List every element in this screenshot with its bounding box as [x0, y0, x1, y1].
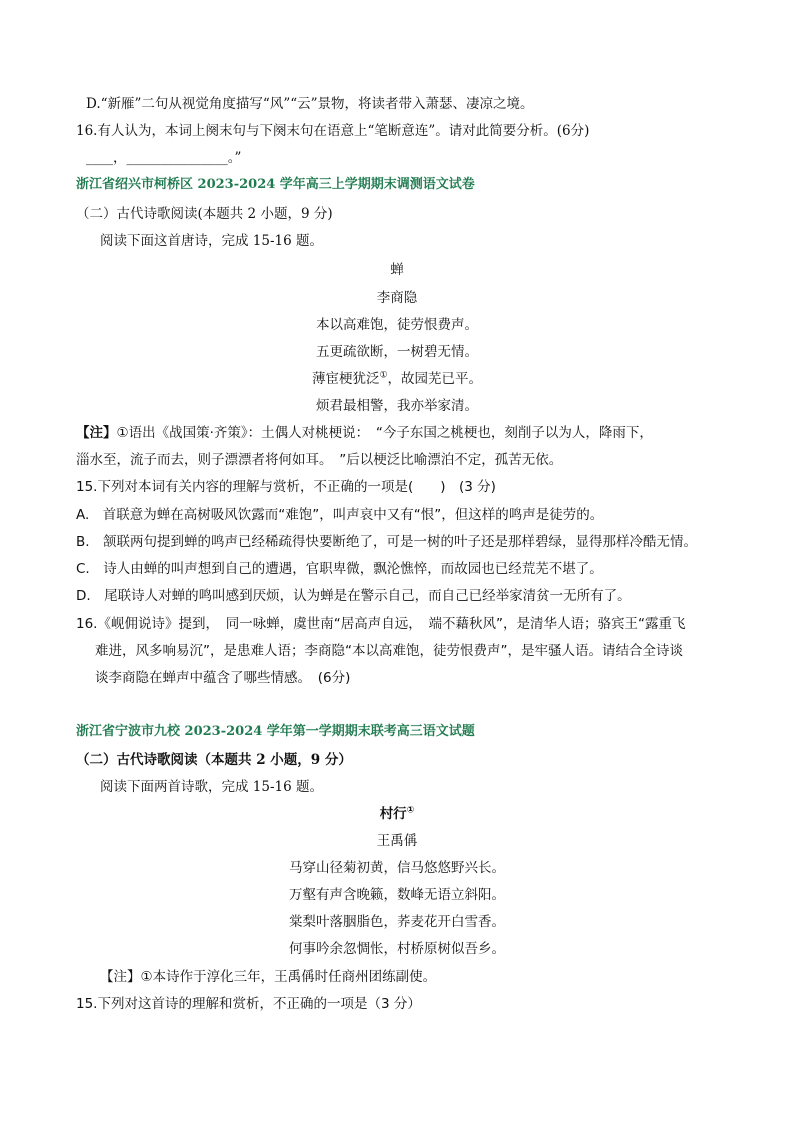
poem1-line-1: 本以高难饱，徒劳恨费声。 — [316, 317, 478, 333]
poem2-line-1: 马穿山径菊初黄，信马悠悠野兴长。 — [289, 860, 505, 876]
poem1-line-3-head: 薄宦梗犹泛 — [311, 371, 380, 387]
poem1-line-3-tail: ，故园芜已平。 — [387, 371, 483, 387]
section1-heading: （二）古代诗歌阅读(本题共 2 小题，9 分) — [76, 206, 333, 222]
section2-instruction: 阅读下面两首诗歌，完成 15-16 题。 — [100, 779, 324, 795]
option-c: C. 诗人由蝉的叫声想到自己的遭遇，官职卑微，飘沦憔悴，而故园也已经荒芜不堪了。 — [76, 561, 603, 577]
note-marker: ① — [379, 370, 388, 381]
answer-blank: ____，_______________。” — [86, 150, 242, 166]
option-d: D.“新雁”二句从视觉角度描写“风”“云”景物，将读者带入萧瑟、凄凉之境。 — [86, 96, 534, 112]
poem2-note-marker: ① — [406, 805, 415, 816]
note-text: ①语出《战国策·齐策》：土偶人对桃梗说： “今子东国之桃梗也，刻削子以为人，降雨下， — [116, 425, 653, 441]
poem2-line-2: 万壑有声含晚籁，数峰无语立斜阳。 — [289, 887, 505, 903]
section1-source: 浙江省绍兴市柯桥区 2023-2024 学年高三上学期期末调测语文试卷 — [76, 177, 475, 192]
section1-q16-line3: 谈李商隐在蝉声中蕴含了哪些情感。 (6分) — [95, 670, 351, 686]
note1-line1 — [76, 423, 653, 443]
question-16-top: 16.有人认为，本词上阕末句与下阕末句在语意上“笔断意连”。请对此简要分析。(6分) — [76, 123, 590, 139]
section2-q15: 15.下列对这首诗的理解和赏析，不正确的一项是（3 分） — [76, 996, 421, 1012]
section2-note: 【注】①本诗作于淳化三年，王禹偁时任商州团练副使。 — [100, 969, 437, 985]
section1-q15: 15.下列对本词有关内容的理解与赏析，不正确的一项是( ) (3 分) — [76, 479, 496, 495]
note-label: 【注】 — [76, 425, 117, 441]
poem1-line-4: 烦君最相警，我亦举家清。 — [316, 398, 478, 414]
poem2-line-4: 何事吟余忽惆怅，村桥原树似吾乡。 — [289, 941, 505, 957]
section1-q16-line2: 难进，风多响易沉”，是患难人语；李商隐“本以高难饱，徒劳恨费声”，是牢骚人语。请结合全诗谈 — [95, 643, 683, 659]
option-b: B. 颔联两句提到蝉的鸣声已经稀疏得快要断绝了，可是一树的叶子还是那样碧绿，显得那样冷酷无情。 — [76, 534, 698, 550]
poem1-title: 蝉 — [390, 262, 404, 278]
poem2-title — [0, 804, 794, 824]
poem1-line-3 — [0, 369, 794, 389]
section1-q16-line1: 16.《岘佣说诗》提到， 同一咏蝉，虞世南“居高声自远， 端不藉秋风”，是清华人语；骆宾王“露重飞 — [76, 616, 686, 632]
poem1-line-2: 五更疏欲断，一树碧无情。 — [316, 344, 478, 360]
poem2-title-text: 村行 — [379, 806, 407, 822]
poem2-line-3: 棠梨叶落胭脂色，荞麦花开白雪香。 — [289, 914, 505, 930]
poem2-author: 王禹偁 — [376, 833, 418, 849]
section2-heading: （二）古代诗歌阅读（本题共 2 小题，9 分） — [76, 752, 352, 768]
note1-line2: 淄水至，流子而去，则子漂漂者将何如耳。 ”后以梗泛比喻漂泊不定，孤苦无依。 — [76, 452, 563, 468]
poem1-author: 李商隐 — [376, 290, 418, 306]
section1-instruction: 阅读下面这首唐诗，完成 15-16 题。 — [100, 233, 324, 249]
section2-source: 浙江省宁波市九校 2023-2024 学年第一学期期末联考高三语文试题 — [76, 724, 475, 739]
option-a: A. 首联意为蝉在高树吸风饮露而“难饱”，叫声哀中又有“恨”，但这样的鸣声是徒劳的。 — [76, 507, 604, 523]
option-d2: D. 尾联诗人对蝉的鸣叫感到厌烦，认为蝉是在警示自己，而自己已经举家清贫一无所有了。 — [76, 588, 631, 604]
